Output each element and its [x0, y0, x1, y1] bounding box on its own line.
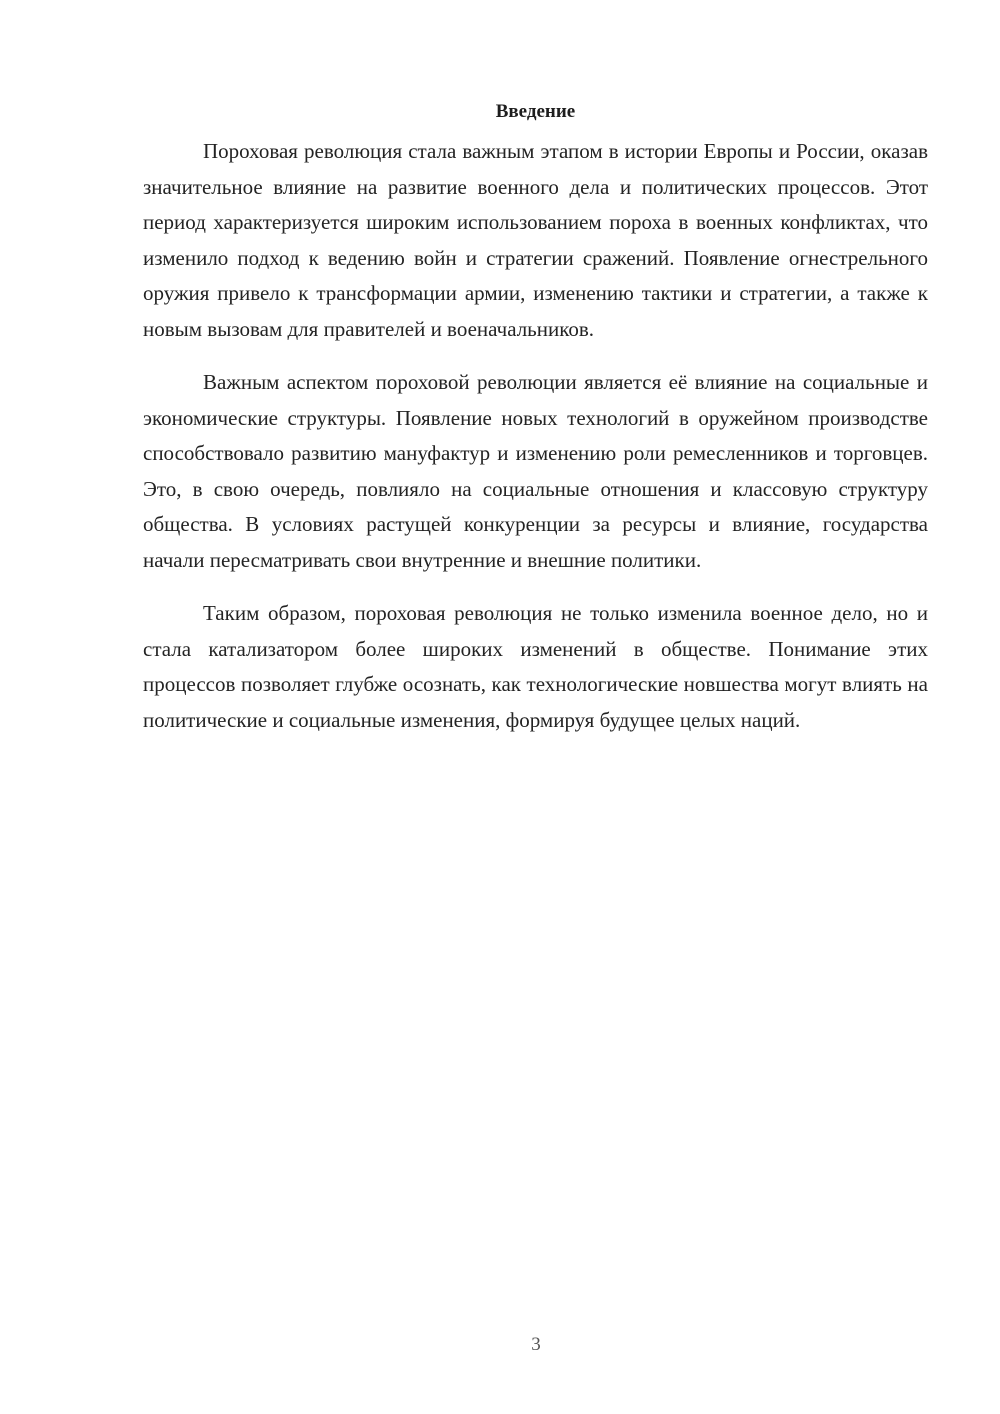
paragraph-2: Важным аспектом пороховой революции является её влияние на социальные и экономические структуры. Появление новых технологий в оружейном производстве способствовало развитию мануфактур и изменению роли ремесленников и торговцев. Это, в свою очередь, повлияло на социальные отношения и классовую структуру общества. В условиях растущей конкуренции за ресурсы и влияние, государства начали пересматривать свои внутренние и внешние политики. — [143, 370, 928, 572]
paragraph-1: Пороховая революция стала важным этапом в истории Европы и России, оказав значительное влияние на развитие военного дела и политических процессов. Этот период характеризуется широким использованием пороха в военных конфликтах, что изменило подход к ведению войн и стратегии сражений. Появление огнестрельного оружия привело к трансформации армии, изменению тактики и стратегии, а также к новым вызовам для правителей и военачальников. — [143, 139, 928, 341]
page-number: 3 — [531, 1334, 541, 1355]
page-content — [143, 98, 928, 738]
paragraph-3: Таким образом, пороховая революция не только изменила военное дело, но и стала катализатором более широких изменений в обществе. Понимание этих процессов позволяет глубже осознать, как технологические новшества могут влиять на политические и социальные изменения, формируя будущее целых наций. — [143, 601, 928, 732]
section-title: Введение — [495, 101, 576, 122]
